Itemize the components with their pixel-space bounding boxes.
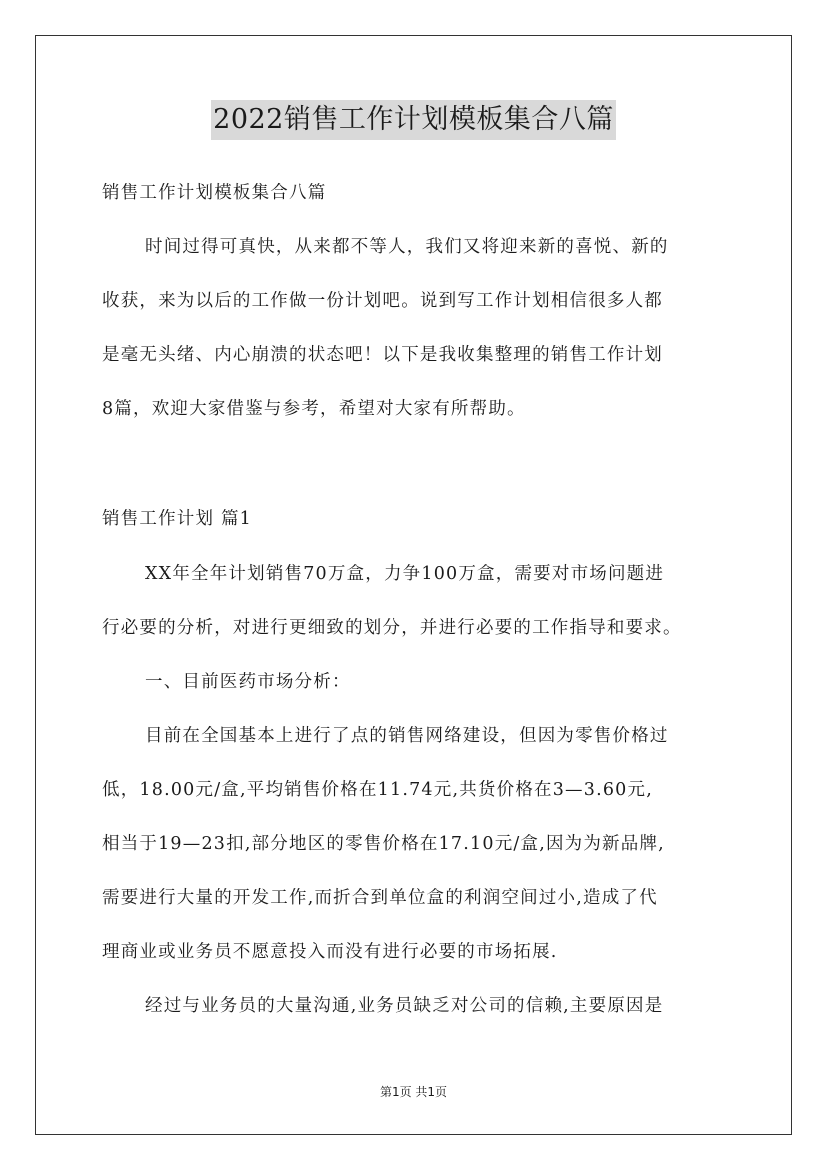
para2-line-4: 需要进行大量的开发工作,而折合到单位盒的利润空间过小,造成了代 (102, 888, 658, 908)
section-heading: 销售工作计划 篇1 (102, 509, 252, 529)
page-footer: 第1页 共1页 (379, 1085, 448, 1099)
intro-line-2: 收获，来为以后的工作做一份计划吧。说到写工作计划相信很多人都 (102, 291, 663, 311)
para2-line-1: 目前在全国基本上进行了点的销售网络建设，但因为零售价格过 (145, 726, 669, 746)
intro-line-1: 时间过得可真快，从来都不等人，我们又将迎来新的喜悦、新的 (145, 237, 669, 257)
document-title: 2022销售工作计划模板集合八篇 (211, 100, 616, 140)
title-wrap (0, 100, 827, 140)
para2-line-3: 相当于19—23扣,部分地区的零售价格在17.10元/盒,因为为新品牌, (102, 834, 665, 854)
para2-line-5: 理商业或业务员不愿意投入而没有进行必要的市场拓展. (102, 942, 558, 962)
para1-line-2: 行必要的分析，对进行更细致的划分，并进行必要的工作指导和要求。 (102, 618, 682, 638)
para2-line-2: 低，18.00元/盒,平均销售价格在11.74元,共货价格在3—3.60元, (102, 780, 653, 800)
subheading: 一、目前医药市场分析： (145, 672, 351, 692)
para3-line-1: 经过与业务员的大量沟通,业务员缺乏对公司的信赖,主要原因是 (145, 996, 664, 1016)
intro-line-4: 8篇，欢迎大家借鉴与参考，希望对大家有所帮助。 (102, 399, 526, 419)
document-subtitle: 销售工作计划模板集合八篇 (102, 183, 327, 203)
para1-line-1: XX年全年计划销售70万盒，力争100万盒，需要对市场问题进 (145, 564, 665, 584)
intro-line-3: 是毫无头绪、内心崩溃的状态吧！以下是我收集整理的销售工作计划 (102, 345, 663, 365)
